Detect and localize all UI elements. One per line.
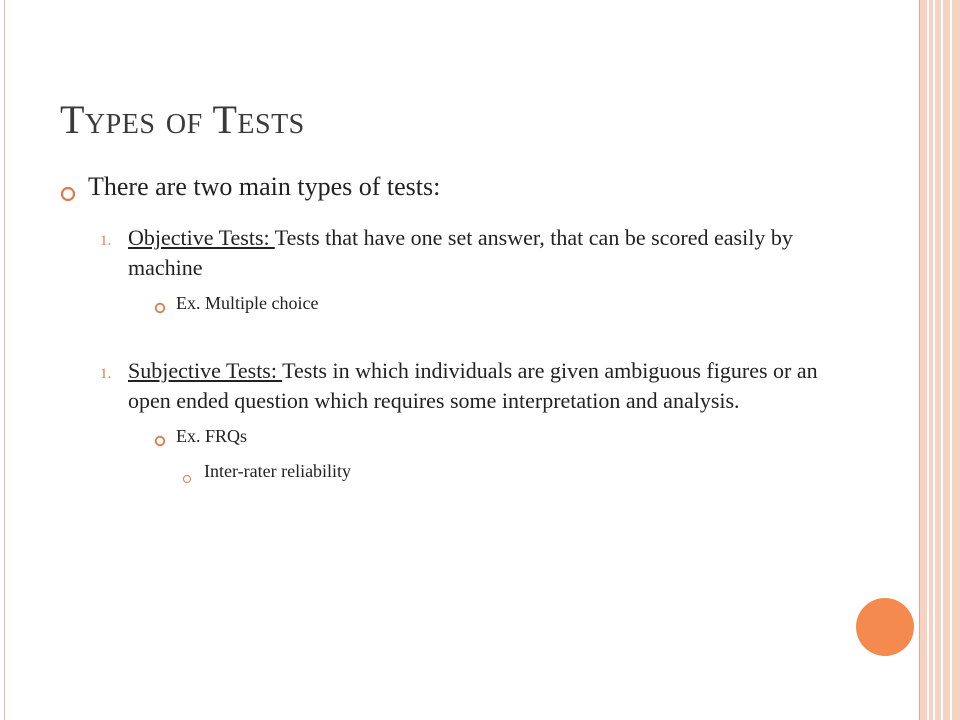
left-border-line xyxy=(4,0,5,720)
slide-title: Types of Tests xyxy=(60,97,305,142)
list-item-text xyxy=(128,223,840,283)
list-item-objective xyxy=(100,223,840,283)
slide-content xyxy=(60,172,840,490)
description-subjective: Tests in which individuals are given ambiguous figures or an open ended question which requires some interpretation and analysis. xyxy=(128,358,818,413)
sub-bullet-text: Ex. Multiple choice xyxy=(176,293,319,313)
main-bullet-text: There are two main types of tests: xyxy=(88,172,441,201)
right-border-stripe xyxy=(941,0,943,720)
term-subjective: Subjective Tests: xyxy=(128,358,283,383)
list-item-subjective xyxy=(100,356,840,416)
list-item-text xyxy=(128,356,840,416)
sub2-bullet-subjective xyxy=(182,459,840,490)
right-border-stripe xyxy=(927,0,929,720)
list-number: 1. xyxy=(100,366,112,382)
term-objective: Objective Tests: xyxy=(128,225,275,250)
ring-bullet-icon xyxy=(60,172,88,209)
sub-bullet-text: Ex. FRQs xyxy=(176,426,248,446)
ring-bullet-icon xyxy=(154,424,176,453)
main-bullet xyxy=(60,172,840,209)
small-ring-bullet-icon xyxy=(182,459,204,490)
right-border-band xyxy=(920,0,960,720)
right-border-stripe xyxy=(933,0,935,720)
right-border-edge xyxy=(919,0,920,720)
list-number: 1. xyxy=(100,233,112,249)
sub-bullet-objective xyxy=(154,291,840,320)
description-objective: Tests that have one set answer, that can be scored easily by machine xyxy=(128,225,793,280)
sub-bullet-subjective xyxy=(154,424,840,453)
ring-bullet-icon xyxy=(154,291,176,320)
sub2-bullet-text: Inter-rater reliability xyxy=(204,461,352,481)
accent-circle xyxy=(856,598,914,656)
right-border-stripe xyxy=(950,0,952,720)
